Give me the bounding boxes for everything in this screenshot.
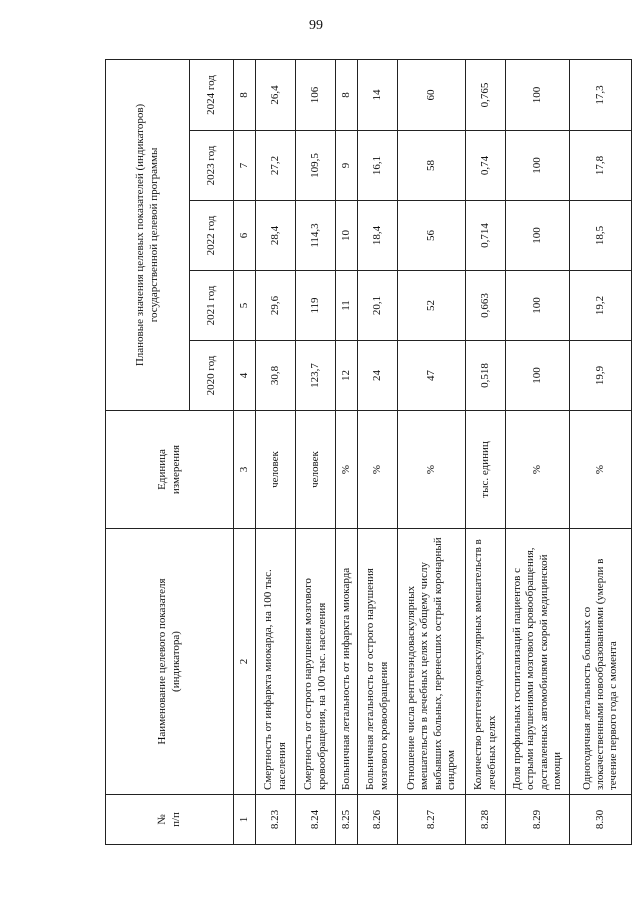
row-value: 100 <box>506 59 570 130</box>
row-value: 100 <box>506 131 570 201</box>
row-value: 28,4 <box>256 201 296 271</box>
page-number: 99 <box>309 18 323 33</box>
row-value: 119 <box>296 271 336 341</box>
row-num: 8.23 <box>256 795 296 845</box>
row-value: 17,8 <box>570 131 632 201</box>
header-name: Наименование целевого показателя (индикатора) <box>106 529 234 795</box>
header-planned-values: Плановые значения целевых показателей (индикаторов) государственной целевой программы <box>106 59 190 410</box>
index-cell: 1 <box>234 795 256 845</box>
row-value: 8 <box>336 59 358 130</box>
row-name: Одногодичная летальность больных со злокачественными новообразованиями (умерли в течение первого года с момента <box>570 529 632 795</box>
row-value: 100 <box>506 201 570 271</box>
table-row <box>256 59 296 844</box>
row-num: 8.27 <box>398 795 466 845</box>
index-cell: 2 <box>234 529 256 795</box>
row-value: 11 <box>336 271 358 341</box>
row-value: 18,4 <box>358 201 398 271</box>
row-value: 56 <box>398 201 466 271</box>
row-value: 106 <box>296 59 336 130</box>
row-name: Больничная летальность от острого нарушения мозгового кровообращения <box>358 529 398 795</box>
row-value: 100 <box>506 341 570 411</box>
index-cell: 6 <box>234 201 256 271</box>
row-num: 8.30 <box>570 795 632 845</box>
row-value: 20,1 <box>358 271 398 341</box>
row-value: 29,6 <box>256 271 296 341</box>
row-num: 8.26 <box>358 795 398 845</box>
index-cell: 5 <box>234 271 256 341</box>
row-value: 12 <box>336 341 358 411</box>
row-value: 27,2 <box>256 131 296 201</box>
row-value: 14 <box>358 59 398 130</box>
row-unit: человек <box>256 411 296 529</box>
index-cell: 8 <box>234 59 256 130</box>
row-value: 114,3 <box>296 201 336 271</box>
header-year: 2023 год <box>190 131 234 201</box>
row-value: 16,1 <box>358 131 398 201</box>
index-cell: 3 <box>234 411 256 529</box>
row-value: 17,3 <box>570 59 632 130</box>
header-unit: Единица измерения <box>106 411 234 529</box>
row-unit: % <box>506 411 570 529</box>
row-unit: % <box>398 411 466 529</box>
row-value: 52 <box>398 271 466 341</box>
table-row <box>506 59 570 844</box>
row-value: 24 <box>358 341 398 411</box>
row-name: Смертность от инфаркта миокарда, на 100 тыс. населения <box>256 529 296 795</box>
row-value: 0,518 <box>466 341 506 411</box>
row-value: 47 <box>398 341 466 411</box>
row-name: Больничная летальность от инфаркта миокарда <box>336 529 358 795</box>
header-year: 2021 год <box>190 271 234 341</box>
row-unit: человек <box>296 411 336 529</box>
row-name: Доля профильных госпитализаций пациентов с острыми нарушениями мозгового кровообращения, доставленных автомобилями скорой медицинской помощи <box>506 529 570 795</box>
row-value: 0,74 <box>466 131 506 201</box>
row-name: Количество рентгенэндоваскулярных вмешательств в лечебных целях <box>466 529 506 795</box>
indicators-table <box>105 59 632 845</box>
header-year: 2024 год <box>190 59 234 130</box>
row-unit: % <box>336 411 358 529</box>
row-name: Смертность от острого нарушения мозгового кровообращения, на 100 тыс. населения <box>296 529 336 795</box>
row-value: 0,765 <box>466 59 506 130</box>
row-value: 60 <box>398 59 466 130</box>
row-value: 58 <box>398 131 466 201</box>
row-value: 10 <box>336 201 358 271</box>
table-row <box>336 59 358 844</box>
table-row <box>296 59 336 844</box>
row-num: 8.24 <box>296 795 336 845</box>
row-name: Отношение числа рентгенэндоваскулярных вмешательств в лечебных целях к общему числу выбывших больных, перенесших острый коронарный синдром <box>398 529 466 795</box>
row-value: 19,9 <box>570 341 632 411</box>
index-row <box>234 59 256 844</box>
header-year: 2022 год <box>190 201 234 271</box>
header-num: № п/п <box>106 795 234 845</box>
header-year: 2020 год <box>190 341 234 411</box>
index-cell: 4 <box>234 341 256 411</box>
row-value: 0,714 <box>466 201 506 271</box>
row-value: 26,4 <box>256 59 296 130</box>
row-value: 123,7 <box>296 341 336 411</box>
row-num: 8.29 <box>506 795 570 845</box>
row-unit: % <box>570 411 632 529</box>
row-unit: тыс. единиц <box>466 411 506 529</box>
row-value: 9 <box>336 131 358 201</box>
table-row <box>570 59 632 844</box>
row-value: 30,8 <box>256 341 296 411</box>
row-value: 100 <box>506 271 570 341</box>
row-value: 18,5 <box>570 201 632 271</box>
table-row <box>358 59 398 844</box>
table-row <box>398 59 466 844</box>
row-value: 19,2 <box>570 271 632 341</box>
rotated-table-container <box>105 60 620 845</box>
row-unit: % <box>358 411 398 529</box>
row-value: 0,663 <box>466 271 506 341</box>
row-num: 8.25 <box>336 795 358 845</box>
row-value: 109,5 <box>296 131 336 201</box>
table-row <box>466 59 506 844</box>
index-cell: 7 <box>234 131 256 201</box>
row-num: 8.28 <box>466 795 506 845</box>
